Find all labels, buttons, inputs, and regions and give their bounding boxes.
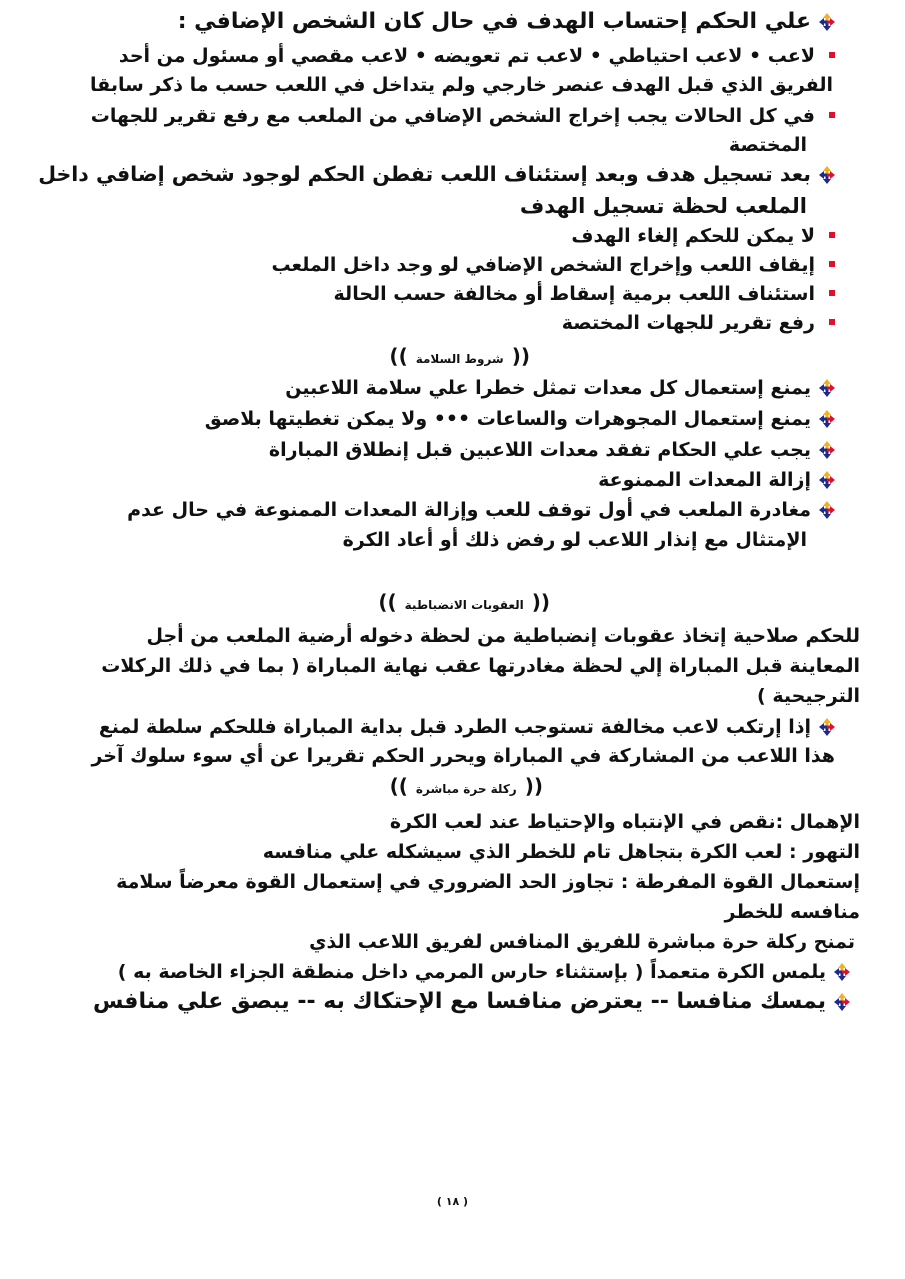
arrow-bullet-icon xyxy=(819,379,835,397)
list-item: مغادرة الملعب في أول توقف للعب وإزالة المعدات الممنوعة في حال عدم xyxy=(127,496,835,524)
list-item: رفع تقرير للجهات المختصة xyxy=(562,309,835,337)
definition-line: التهور : لعب الكرة بتجاهل تام للخطر الذي سيشكله علي منافسه xyxy=(262,841,860,863)
section-title-continuation: الملعب لحظة تسجيل الهدف xyxy=(519,194,807,218)
arrow-bullet-icon xyxy=(819,471,835,489)
red-square-bullet-icon xyxy=(829,52,835,58)
list-item: يلمس الكرة متعمداً ( بإستثناء حارس المرمي داخل منطقة الجزاء الخاصة به ) xyxy=(118,958,850,986)
list-item-continuation: المختصة xyxy=(728,134,807,156)
list-item-continuation: هذا اللاعب من المشاركة في المباراة ويحرر الحكم تقريرا عن أي سوء سلوك آخر xyxy=(91,745,835,767)
section-title: بعد تسجيل هدف وبعد إستئناف اللعب تفطن الحكم لوجود شخص إضافي داخل xyxy=(38,160,835,188)
list-item: في كل الحالات يجب إخراج الشخص الإضافي من الملعب مع رفع تقرير للجهات xyxy=(91,102,835,130)
arrow-bullet-icon xyxy=(834,993,850,1011)
freekick-heading: ((ركلة حرة مباشرة)) xyxy=(389,774,543,798)
definition-line: إستعمال القوة المفرطة : تجاوز الحد الضروري في إستعمال القوة معرضاً سلامة xyxy=(116,871,860,893)
list-item: لاعب • لاعب احتياطي • لاعب تم تعويضه • لاعب مقصي أو مسئول من أحد xyxy=(119,42,835,70)
list-item: لا يمكن للحكم إلغاء الهدف xyxy=(571,222,835,250)
red-square-bullet-icon xyxy=(829,261,835,267)
definition-line: الإهمال :نقص في الإنتباه والإحتياط عند لعب الكرة xyxy=(389,811,860,833)
arrow-bullet-icon xyxy=(819,166,835,184)
list-item: استئناف اللعب برمية إسقاط أو مخالفة حسب الحالة xyxy=(334,280,835,308)
list-item: إذا إرتكب لاعب مخالفة تستوجب الطرد قبل بداية المباراة فللحكم سلطة لمنع xyxy=(99,713,835,741)
list-item-continuation: الفريق الذي قبل الهدف عنصر خارجي ولم يتداخل في اللعب حسب ما ذكر سابقا xyxy=(90,74,833,96)
list-item: يجب علي الحكام تفقد معدات اللاعبين قبل إنطلاق المباراة xyxy=(269,436,835,464)
list-item: يمنع إستعمال كل معدات تمثل خطرا علي سلامة اللاعبين xyxy=(285,374,835,402)
page-number: ( ١٨ ) xyxy=(436,1195,469,1208)
section-title: علي الحكم إحتساب الهدف في حال كان الشخص الإضافي : xyxy=(178,8,835,36)
list-item: يمنع إستعمال المجوهرات والساعات ••• ولا يمكن تغطيتها بلاصق xyxy=(205,405,835,433)
arrow-bullet-icon xyxy=(834,963,850,981)
paragraph-line: الترجيحية ) xyxy=(757,685,860,707)
list-item: إيقاف اللعب وإخراج الشخص الإضافي لو وجد داخل الملعب xyxy=(271,251,835,279)
red-square-bullet-icon xyxy=(829,232,835,238)
arrow-bullet-icon xyxy=(819,441,835,459)
list-item: إزالة المعدات الممنوعة xyxy=(598,466,835,494)
discipline-heading: ((العقوبات الانضباطية)) xyxy=(378,590,550,614)
red-square-bullet-icon xyxy=(829,290,835,296)
arrow-bullet-icon xyxy=(819,718,835,736)
red-square-bullet-icon xyxy=(829,112,835,118)
arrow-bullet-icon xyxy=(819,501,835,519)
paragraph-line: للحكم صلاحية إتخاذ عقوبات إنضباطية من لحظة دخوله أرضية الملعب من أجل xyxy=(146,625,860,647)
grant-line: تمنح ركلة حرة مباشرة للفريق المنافس لفريق اللاعب الذي xyxy=(309,931,855,953)
definition-line: منافسه للخطر xyxy=(724,901,860,923)
list-item: يمسك منافسا -- يعترض منافسا مع الإحتكاك به -- يبصق علي منافس xyxy=(93,988,850,1016)
list-item-continuation: الإمتثال مع إنذار اللاعب لو رفض ذلك أو أعاد الكرة xyxy=(342,529,807,551)
arrow-bullet-icon xyxy=(819,410,835,428)
arrow-bullet-icon xyxy=(819,13,835,31)
red-square-bullet-icon xyxy=(829,319,835,325)
paragraph-line: المعاينة قبل المباراة إلي لحظة مغادرتها عقب نهاية المباراة ( بما في ذلك الركلات xyxy=(101,655,860,677)
safety-heading: ((شروط السلامة)) xyxy=(389,344,530,368)
